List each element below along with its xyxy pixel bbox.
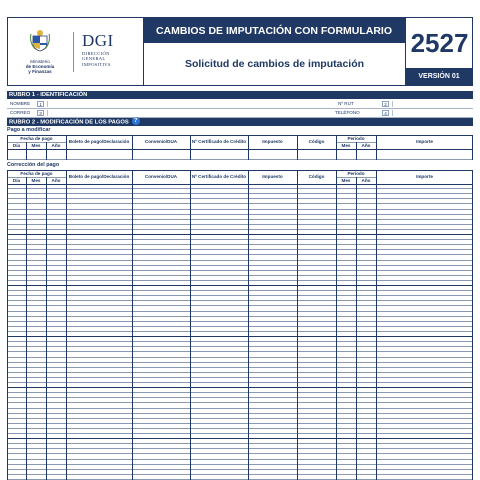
form-header (7, 17, 473, 86)
row-line (7, 331, 473, 332)
col-line (66, 170, 67, 480)
rubro-2-header (7, 118, 473, 126)
col-anio: Año (51, 142, 61, 148)
col-periodo: Período (347, 135, 365, 141)
row-line (7, 341, 473, 342)
col-mes: Mes (31, 177, 41, 183)
row-line (7, 244, 473, 245)
rubro-1-header: RUBRO 1 - IDENTIFICACIÓN (7, 91, 473, 99)
row-line (7, 346, 473, 347)
correo-label: CORREO (10, 110, 31, 115)
form-number: 2527 (410, 28, 469, 58)
pago-modificar-label: Pago a modificar (7, 127, 51, 133)
col-periodo-mes: Mes (341, 177, 351, 183)
nombre-field[interactable] (47, 101, 48, 107)
row-line (7, 351, 473, 352)
row-line (7, 448, 473, 449)
form-number-box (405, 18, 472, 85)
row-line (7, 184, 473, 185)
col-convenio: Convenio/DUA (144, 139, 178, 145)
col-line (297, 135, 298, 160)
col-line (248, 135, 249, 160)
row-line (7, 387, 473, 388)
row-line (7, 326, 473, 327)
col-periodo-mes: Mes (341, 142, 351, 148)
row-line (7, 372, 473, 373)
row-line (7, 229, 473, 230)
rubro-2-title: RUBRO 2 - MODIFICACIÓN DE LOS PAGOS (9, 119, 129, 126)
row-line (7, 219, 473, 220)
row-line (7, 438, 473, 439)
col-line (297, 170, 298, 480)
col-line (26, 142, 27, 160)
id-row-1 (7, 100, 473, 109)
row-line (7, 443, 473, 444)
row-line (7, 321, 473, 322)
row-line (7, 469, 473, 470)
row-line (7, 275, 473, 276)
telefono-label: TELÉFONO (335, 110, 360, 115)
row-line (7, 474, 473, 475)
col-impuesto: Impuesto (262, 139, 283, 145)
row-line (7, 382, 473, 383)
row-line (7, 170, 473, 171)
correo-code: 3 (37, 110, 44, 116)
col-importe: Importe (416, 139, 433, 145)
telefono-code: 4 (382, 110, 389, 116)
form-subtitle: Solicitud de cambios de imputación (143, 43, 405, 85)
row-line (7, 193, 473, 194)
col-line (190, 135, 191, 160)
row-line (7, 392, 473, 393)
form-version: VERSIÓN 01 (406, 68, 472, 85)
col-line (7, 135, 8, 160)
row-line (7, 159, 473, 160)
row-line (7, 265, 473, 266)
row-line (7, 464, 473, 465)
ministry-logo (18, 28, 62, 75)
col-periodo-anio: Año (361, 177, 371, 183)
dgi-logo (82, 32, 138, 67)
col-line (190, 170, 191, 480)
row-line (7, 459, 473, 460)
row-line (7, 239, 473, 240)
col-convenio: Convenio/DUA (144, 174, 178, 180)
col-line (336, 135, 337, 160)
row-line (7, 433, 473, 434)
row-line (7, 316, 473, 317)
row-line (7, 224, 473, 225)
col-periodo-anio: Año (361, 142, 371, 148)
col-line (472, 135, 473, 160)
col-periodo: Período (347, 170, 365, 176)
row-line (7, 198, 473, 199)
row-line (7, 203, 473, 204)
rut-field[interactable] (392, 101, 393, 107)
uruguay-coat-of-arms-icon (30, 28, 50, 52)
row-line (7, 149, 473, 150)
row-line (7, 336, 473, 337)
col-fecha-pago: Fecha de pago (20, 170, 53, 176)
col-impuesto: Impuesto (262, 174, 283, 180)
col-line (472, 170, 473, 480)
col-dia: Día (12, 177, 21, 183)
row-line (7, 367, 473, 368)
row-line (7, 254, 473, 255)
row-line (7, 188, 473, 189)
col-certificado: Nº Certificado de Crédito (191, 174, 247, 180)
col-codigo: Código (308, 174, 325, 180)
col-importe: Importe (416, 174, 433, 180)
dgi-sub-line-1: DIRECCIÓN (82, 51, 110, 56)
row-line (7, 418, 473, 419)
row-line (7, 285, 473, 286)
row-line (7, 362, 473, 363)
col-line (132, 170, 133, 480)
correo-field[interactable] (47, 110, 48, 116)
col-line (376, 135, 377, 160)
row-line (7, 408, 473, 409)
row-line (7, 209, 473, 210)
row-line (7, 305, 473, 306)
col-boleto: Boleto de pago/Declaración (68, 139, 130, 145)
col-mes: Mes (31, 142, 41, 148)
row-line (7, 423, 473, 424)
row-line (7, 214, 473, 215)
col-line (66, 135, 67, 160)
row-line (7, 270, 473, 271)
row-line (7, 177, 66, 178)
col-anio: Año (51, 177, 61, 183)
logo-divider (73, 32, 74, 72)
pago-modificar-table (7, 135, 473, 160)
col-boleto: Boleto de pago/Declaración (68, 174, 130, 180)
ministry-line-1: Ministerio (30, 59, 50, 64)
nombre-code: 1 (37, 101, 44, 107)
nombre-label: NOMBRE (10, 101, 31, 106)
row-line (7, 249, 473, 250)
help-icon[interactable]: ? (132, 117, 140, 125)
col-line (356, 142, 357, 160)
dgi-title: DGI (82, 31, 114, 50)
col-line (376, 170, 377, 480)
col-line (7, 170, 8, 480)
dgi-sub-line-2: GENERAL (82, 56, 106, 62)
col-certificado: Nº Certificado de Crédito (191, 139, 247, 145)
col-line (248, 170, 249, 480)
id-row-2 (7, 109, 473, 118)
row-line (7, 377, 473, 378)
row-line (7, 413, 473, 414)
col-line (132, 135, 133, 160)
row-line (7, 260, 473, 261)
form-title: CAMBIOS DE IMPUTACIÓN CON FORMULARIO (143, 18, 405, 43)
telefono-field[interactable] (392, 110, 393, 116)
col-line (46, 142, 47, 160)
dgi-sub-line-3: IMPOSITIVA (82, 61, 111, 67)
col-line (336, 170, 337, 480)
col-dia: Día (12, 142, 21, 148)
rut-code: 2 (382, 101, 389, 107)
correccion-label: Corrección del pago (7, 162, 60, 168)
row-line (7, 428, 473, 429)
row-line (7, 300, 473, 301)
row-line (7, 311, 473, 312)
row-line (7, 142, 66, 143)
row-line (7, 402, 473, 403)
col-fecha-pago: Fecha de pago (20, 135, 53, 141)
row-line (7, 135, 473, 136)
row-line (7, 234, 473, 235)
ministry-line-3: y Finanzas (28, 69, 52, 75)
row-line (7, 397, 473, 398)
ministry-line-2: de Economía (25, 64, 55, 70)
rut-label: Nº RUT (338, 101, 354, 106)
row-line (7, 280, 473, 281)
correccion-table (7, 170, 473, 480)
col-line (46, 177, 47, 480)
col-line (26, 177, 27, 480)
col-codigo: Código (308, 139, 325, 145)
row-line (7, 290, 473, 291)
row-line (7, 453, 473, 454)
col-line (356, 177, 357, 480)
logos (8, 18, 143, 85)
row-line (7, 357, 473, 358)
row-line (7, 295, 473, 296)
